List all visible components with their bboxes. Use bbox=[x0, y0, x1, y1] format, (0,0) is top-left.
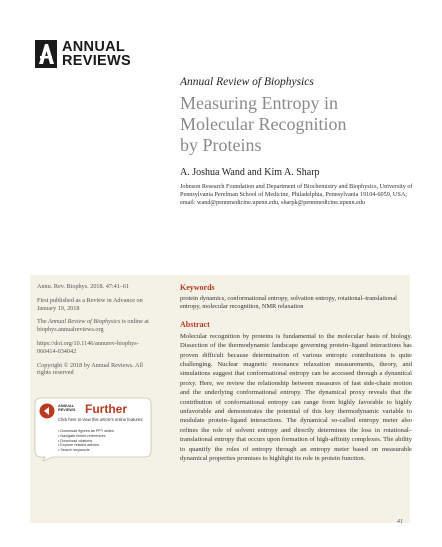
further-word: Further bbox=[85, 402, 127, 416]
further-item[interactable]: • Navigate linked references bbox=[58, 434, 114, 439]
keywords-text: protein dynamics, conformational entropy, solvation entropy, rotational–translational entropy, molecular recognition, NMR relaxation bbox=[180, 295, 397, 311]
further-item[interactable]: • Download citations bbox=[58, 439, 114, 444]
title-line-2: Molecular Recognition bbox=[180, 114, 347, 134]
main-content bbox=[180, 283, 412, 464]
doi-link[interactable]: https://doi.org/10.1146/annurev-biophys-060414-034042 bbox=[37, 339, 139, 355]
online-suffix: is online at biophys.annualreviews.org bbox=[37, 318, 149, 334]
further-feature-list bbox=[58, 429, 114, 453]
keywords-heading: Keywords bbox=[180, 283, 215, 292]
logo-line-1: ANNUAL bbox=[62, 39, 126, 55]
copyright: Copyright © 2018 by Annual Reviews. All rights reserved bbox=[37, 361, 143, 377]
annual-reviews-logo-icon bbox=[35, 40, 57, 68]
affiliation: Johnson Research Foundation and Department of Biochemistry and Biophysics, University of Pennsylvania Perelman School of Medicine, Philadelphia, Pennsylvania 19104-6059, USA; email: wand@pennmedicine.upenn.edu, sharpk@pennmedicine.upenn.edu bbox=[180, 183, 413, 207]
further-arrow-icon bbox=[39, 403, 55, 419]
article-title bbox=[180, 93, 420, 156]
online-prefix: The bbox=[37, 318, 49, 326]
authors: A. Joshua Wand and Kim A. Sharp bbox=[180, 167, 320, 178]
further-brand-line-2: REVIEWS bbox=[58, 408, 76, 413]
title-line-1: Measuring Entropy in bbox=[180, 93, 338, 113]
title-line-3: by Proteins bbox=[180, 135, 262, 155]
annual-reviews-logo bbox=[35, 40, 150, 70]
further-brand bbox=[58, 404, 76, 412]
further-item[interactable]: • Search keywords bbox=[58, 448, 114, 453]
online-note bbox=[37, 318, 157, 334]
further-brand-line-1: ANNUAL bbox=[58, 404, 75, 408]
further-item[interactable]: • Explore related articles bbox=[58, 443, 114, 448]
logo-wordmark bbox=[62, 40, 131, 68]
sidebar-info bbox=[37, 283, 157, 383]
citation: Annu. Rev. Biophys. 2018. 47:41–61 bbox=[37, 283, 130, 290]
first-published: First published as a Review in Advance on January 19, 2018 bbox=[37, 296, 143, 312]
further-box[interactable] bbox=[33, 395, 155, 463]
journal-name: Annual Review of Biophysics bbox=[180, 76, 314, 88]
further-click-text[interactable]: Click here to view this article's online features: bbox=[58, 417, 144, 422]
abstract-heading: Abstract bbox=[180, 319, 210, 329]
logo-line-2: REVIEWS bbox=[62, 53, 131, 69]
page-number: 41 bbox=[397, 519, 403, 525]
online-journal: Annual Review of Biophysics bbox=[48, 318, 121, 326]
further-item[interactable]: • Download figures as PPT slides bbox=[58, 429, 114, 434]
abstract-text: Molecular recognition by proteins is fundamental to the molecular basis of biology. Dissection of the thermodynamic landscape governing protein–ligand interactions has proven difficult because determination of various entropic contributions is quite challenging. Nuclear magnetic resonance relaxation measurements, theory, and simulations suggest that conformational entropy can be accessed through a dynamical proxy. Here, we review the relationship between measures of fast side-chain motion and the underlying conformational entropy. The dynamical proxy reveals that the contribution of conformational entropy can range from highly favorable to highly unfavorable and demonstrates the potential of this key thermodynamic variable to modulate protein–ligand interactions. The dynamical so-called entropy meter also refines the role of solvent entropy and directly determines the loss in rotational–translational entropy that occurs upon formation of high-affinity complexes. The ability to quantify the roles of entropy through an entropy meter based on measurable dynamical properties promises to highlight its role in protein function. bbox=[180, 332, 412, 463]
